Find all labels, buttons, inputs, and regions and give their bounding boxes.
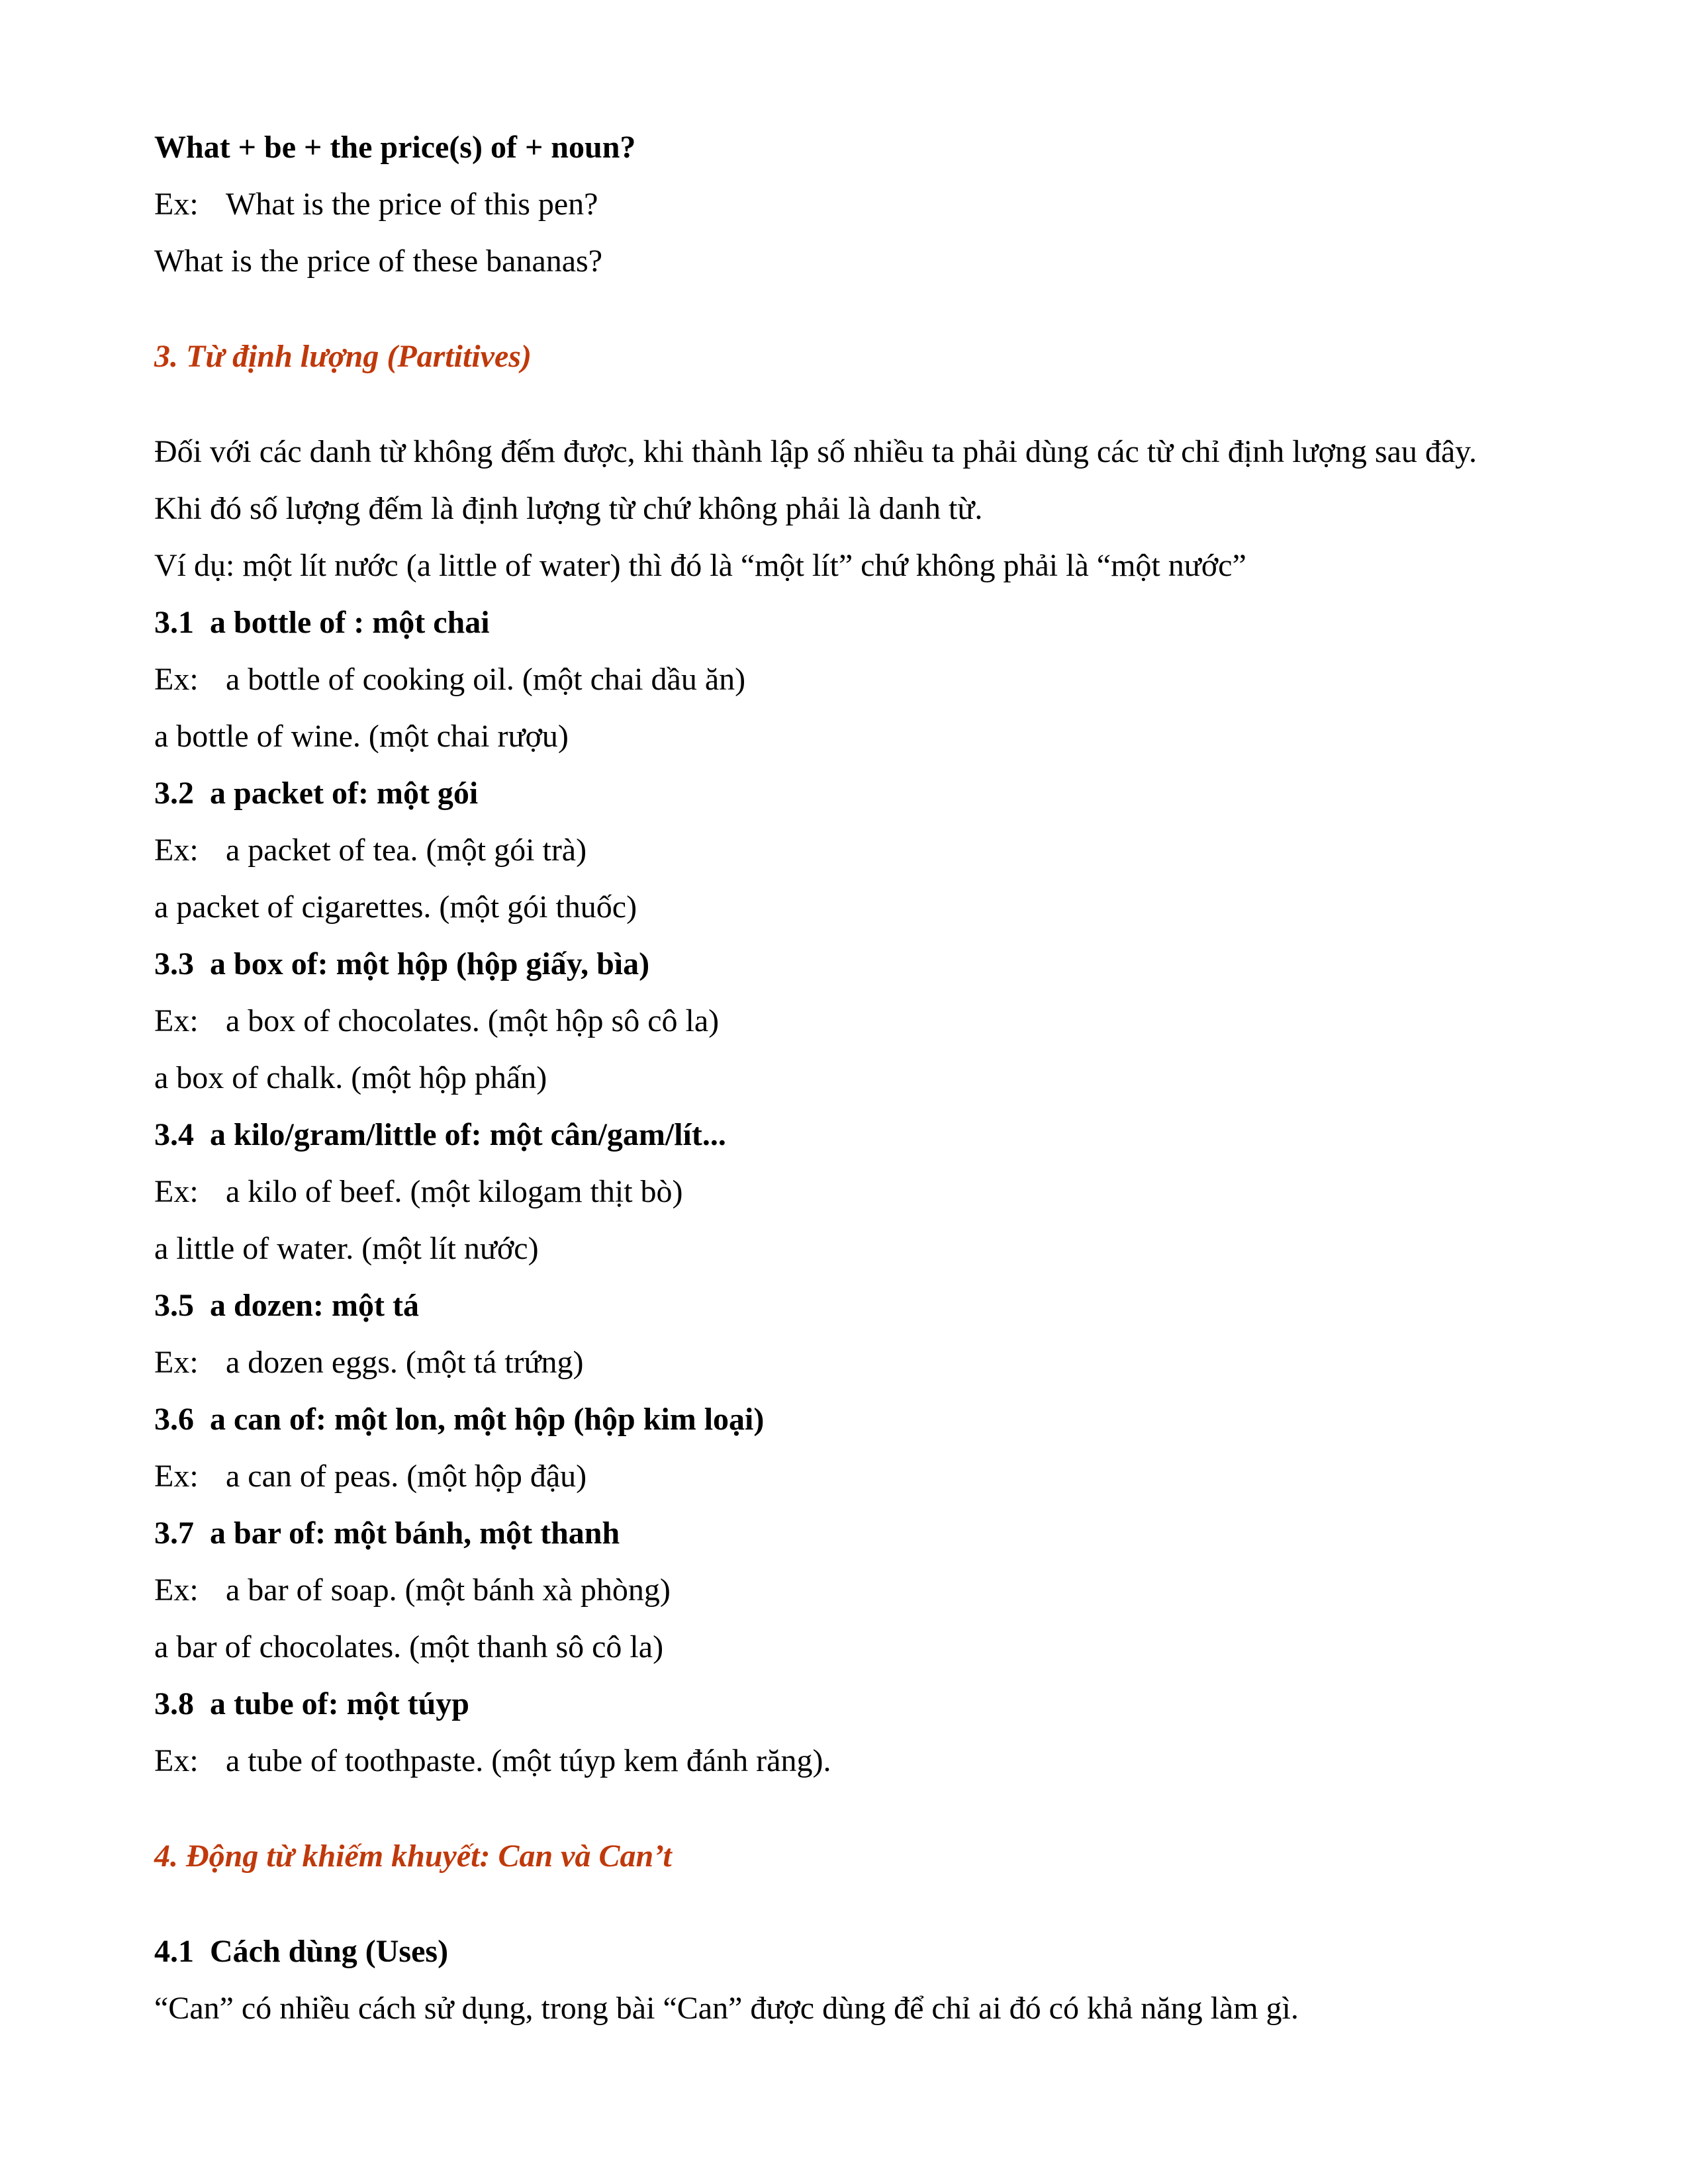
example-text: a bottle of cooking oil. (một chai dầu ăn)	[226, 662, 746, 697]
subsection-text: a bar of: một bánh, một thanh	[210, 1516, 620, 1551]
example-line: a box of chalk. (một hộp phấn)	[154, 1060, 547, 1095]
paragraph: “Can” có nhiều cách sử dụng, trong bài “Can” được dùng để chỉ ai đó có khả năng làm gì.	[154, 1991, 1299, 2026]
example-label: Ex:	[154, 1174, 199, 1209]
subsection-number: 3.4	[154, 1117, 194, 1152]
example-label: Ex:	[154, 662, 199, 697]
subsection-heading	[154, 765, 1544, 822]
example-text: a packet of tea. (một gói trà)	[226, 833, 587, 868]
section-3-title: 3. Từ định lượng (Partitives)	[154, 339, 532, 374]
subsection-number: 3.6	[154, 1402, 194, 1437]
example-line: a little of water. (một lít nước)	[154, 1231, 539, 1266]
subsection-text: a tube of: một túyp	[210, 1686, 469, 1721]
example-line	[154, 1562, 1544, 1619]
subsection-number: 3.1	[154, 605, 194, 640]
example-label: Ex:	[154, 1459, 199, 1494]
subsection-text: a kilo/gram/little of: một cân/gam/lít...	[210, 1117, 726, 1152]
subsection-text: a can of: một lon, một hộp (hộp kim loại)	[210, 1402, 765, 1437]
example-text: What is the price of this pen?	[226, 187, 598, 222]
example-line: a bottle of wine. (một chai rượu)	[154, 719, 569, 754]
price-formula: What + be + the price(s) of + noun?	[154, 130, 636, 165]
example-line: What is the price of these bananas?	[154, 244, 603, 279]
example-label: Ex:	[154, 1743, 199, 1778]
subsection-text: a packet of: một gói	[210, 776, 479, 811]
subsection-number: 3.7	[154, 1516, 194, 1551]
section-4-title: 4. Động từ khiếm khuyết: Can và Can’t	[154, 1839, 672, 1874]
example-text: a dozen eggs. (một tá trứng)	[226, 1345, 584, 1380]
example-text: a kilo of beef. (một kilogam thịt bò)	[226, 1174, 683, 1209]
example-line	[154, 651, 1544, 708]
example-text: a tube of toothpaste. (một túyp kem đánh răng).	[226, 1743, 831, 1778]
subsection-heading	[154, 594, 1544, 651]
subsection-heading	[154, 1923, 1544, 1980]
subsection-number: 3.2	[154, 776, 194, 811]
subsection-number: 3.8	[154, 1686, 194, 1721]
example-line	[154, 1334, 1544, 1391]
paragraph: Ví dụ: một lít nước (a little of water) thì đó là “một lít” chứ không phải là “một nước”	[154, 548, 1246, 583]
subsection-heading	[154, 1277, 1544, 1334]
example-label: Ex:	[154, 187, 199, 222]
example-line: a packet of cigarettes. (một gói thuốc)	[154, 889, 637, 925]
example-line	[154, 176, 1544, 233]
document-page	[154, 119, 1544, 2037]
subsection-number: 3.5	[154, 1288, 194, 1323]
subsection-heading	[154, 1107, 1544, 1163]
example-text: a bar of soap. (một bánh xà phòng)	[226, 1572, 671, 1608]
subsection-number: 4.1	[154, 1934, 194, 1969]
paragraph: Khi đó số lượng đếm là định lượng từ chứ không phải là danh từ.	[154, 491, 983, 526]
example-line	[154, 822, 1544, 879]
subsection-heading	[154, 1676, 1544, 1733]
example-line	[154, 993, 1544, 1050]
example-label: Ex:	[154, 1345, 199, 1380]
example-line	[154, 1733, 1544, 1790]
subsection-heading	[154, 1505, 1544, 1562]
example-label: Ex:	[154, 833, 199, 868]
subsection-heading	[154, 936, 1544, 993]
subsection-text: a box of: một hộp (hộp giấy, bìa)	[210, 946, 650, 981]
subsection-text: a bottle of : một chai	[210, 605, 490, 640]
example-line	[154, 1448, 1544, 1505]
example-label: Ex:	[154, 1003, 199, 1038]
paragraph: Đối với các danh từ không đếm được, khi thành lập số nhiều ta phải dùng các từ chỉ định lượng sau đây.	[154, 434, 1477, 469]
subsection-heading	[154, 1391, 1544, 1448]
example-text: a box of chocolates. (một hộp sô cô la)	[226, 1003, 720, 1038]
example-line: a bar of chocolates. (một thanh sô cô la)	[154, 1629, 664, 1664]
subsection-number: 3.3	[154, 946, 194, 981]
example-line	[154, 1163, 1544, 1220]
example-text: a can of peas. (một hộp đậu)	[226, 1459, 587, 1494]
example-label: Ex:	[154, 1572, 199, 1608]
subsection-text: Cách dùng (Uses)	[210, 1934, 449, 1969]
subsection-text: a dozen: một tá	[210, 1288, 419, 1323]
